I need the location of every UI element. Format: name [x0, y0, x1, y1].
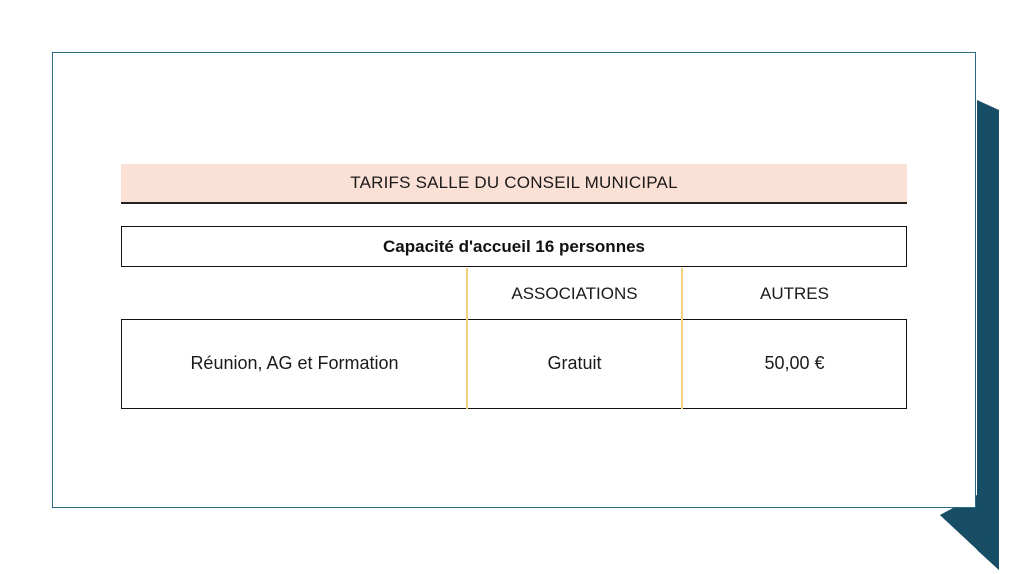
column-header-associations: ASSOCIATIONS: [511, 283, 638, 303]
column-divider-left: [466, 268, 468, 409]
shadow-side: [977, 100, 999, 570]
document-title: TARIFS SALLE DU CONSEIL MUNICIPAL: [121, 164, 907, 204]
row-label: Réunion, AG et Formation: [190, 353, 399, 373]
cell-associations: Gratuit: [547, 353, 602, 373]
column-header-autres: AUTRES: [760, 283, 829, 303]
column-divider-right: [681, 268, 683, 409]
capacity-label: Capacité d'accueil 16 personnes: [121, 226, 907, 267]
table-row: [121, 319, 907, 409]
cell-autres: 50,00 €: [764, 353, 825, 373]
